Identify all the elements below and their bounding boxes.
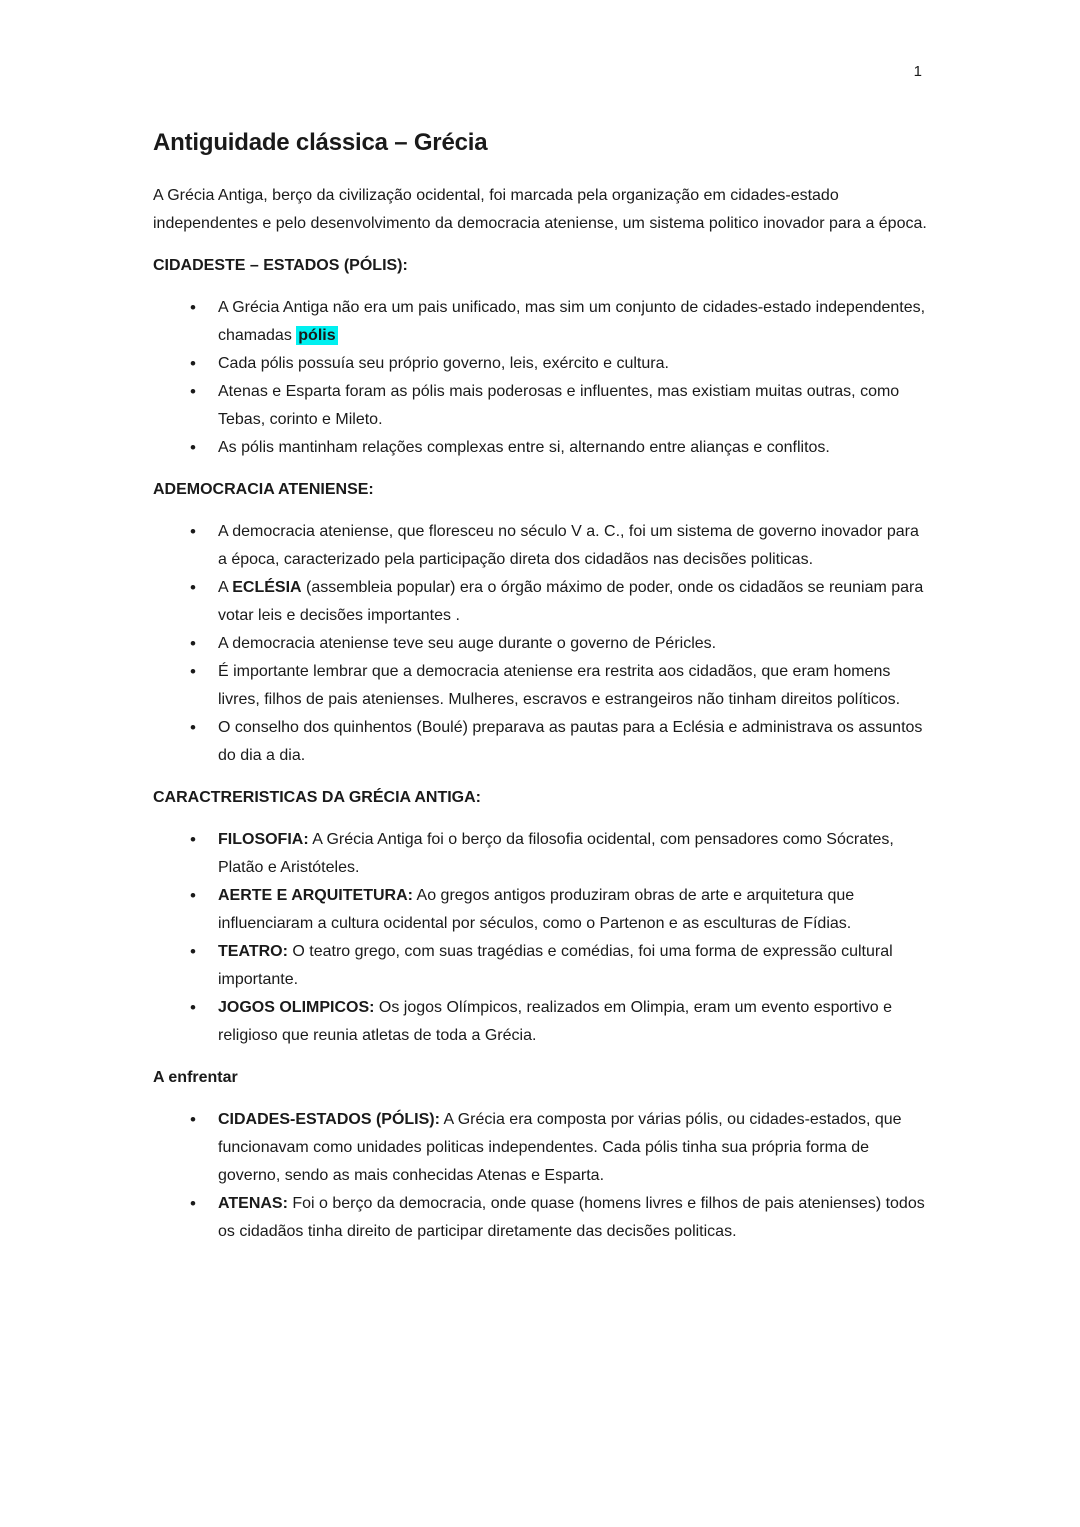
section-heading: ADEMOCRACIA ATENIENSE: (153, 481, 374, 498)
bullet-text-segment: ECLÉSIA (232, 579, 302, 596)
bullet-item (153, 826, 930, 882)
bullet-list (153, 1106, 930, 1246)
page-number: 1 (913, 63, 922, 80)
bullet-text-segment: As pólis mantinham relações complexas entre si, alternando entre alianças e conflitos. (218, 439, 830, 456)
bullet-list (153, 518, 930, 770)
bullet-item (153, 1106, 930, 1190)
bullet-list (153, 826, 930, 1050)
bullet-item (153, 294, 930, 350)
page-title: Antiguidade clássica – Grécia (153, 129, 488, 156)
bullet-text-segment: O conselho dos quinhentos (Boulé) preparava as pautas para a Eclésia e administrava os assuntos do dia a dia. (218, 719, 923, 764)
bullet-text-segment: JOGOS OLIMPICOS: (218, 999, 375, 1016)
bullet-item (153, 434, 930, 462)
bullet-item (153, 518, 930, 574)
intro-paragraph: A Grécia Antiga, berço da civilização ocidental, foi marcada pela organização em cidades-estado independentes e pelo desenvolvimento da democracia ateniense, um sistema politico inovador para a época. (153, 187, 927, 232)
section-heading: A enfrentar (153, 1069, 238, 1086)
bullet-text-segment: Foi o berço da democracia, onde quase (homens livres e filhos de pais atenienses) todos os cidadãos tinha direito de participar diretamente das decisões politicas. (218, 1195, 925, 1240)
bullet-text-segment: Atenas e Esparta foram as pólis mais poderosas e influentes, mas existiam muitas outras, como Tebas, corinto e Mileto. (218, 383, 900, 428)
bullet-text-segment: O teatro grego, com suas tragédias e comédias, foi uma forma de expressão cultural importante. (218, 943, 893, 988)
bullet-item (153, 574, 930, 630)
bullet-text-segment: É importante lembrar que a democracia ateniense era restrita aos cidadãos, que eram homens livres, filhos de pais atenienses. Mulheres, escravos e estrangeiros não tinham direitos políticos. (218, 663, 901, 708)
bullet-text-segment: A democracia ateniense teve seu auge durante o governo de Péricles. (218, 635, 717, 652)
bullet-text-segment: Cada pólis possuía seu próprio governo, leis, exército e cultura. (218, 355, 669, 372)
bullet-text-segment: CIDADES-ESTADOS (PÓLIS): (218, 1111, 440, 1128)
highlighted-text: pólis (298, 327, 336, 344)
bullet-text-segment: A Grécia Antiga não era um pais unificado, mas sim um conjunto de cidades-estado independentes, chamadas (218, 299, 926, 344)
sections-container (153, 252, 930, 1246)
bullet-text-segment: Os jogos Olímpicos, realizados em Olimpia, eram um evento esportivo e religioso que reunia atletas de toda a Grécia. (218, 999, 893, 1044)
bullet-item (153, 938, 930, 994)
bullet-text-segment: Ao gregos antigos produziram obras de arte e arquitetura que influenciaram a cultura ocidental por séculos, como o Partenon e as esculturas de Fídias. (218, 887, 855, 932)
bullet-text-segment: ATENAS: (218, 1195, 288, 1212)
bullet-item (153, 1190, 930, 1246)
bullet-item (153, 378, 930, 434)
bullet-text-segment: TEATRO: (218, 943, 288, 960)
bullet-list (153, 294, 930, 462)
bullet-item (153, 994, 930, 1050)
bullet-item (153, 714, 930, 770)
bullet-text-segment: FILOSOFIA: (218, 831, 309, 848)
bullet-text-segment: AERTE E ARQUITETURA: (218, 887, 413, 904)
bullet-item (153, 630, 930, 658)
bullet-item (153, 658, 930, 714)
bullet-text-segment: A Grécia Antiga foi o berço da filosofia ocidental, com pensadores como Sócrates, Platão e Aristóteles. (218, 831, 894, 876)
bullet-text-segment: A democracia ateniense, que floresceu no século V a. C., foi um sistema de governo inovador para a época, caracterizado pela participação direta dos cidadãos nas decisões politicas. (218, 523, 919, 568)
section-heading: CIDADESTE – ESTADOS (PÓLIS): (153, 257, 408, 274)
bullet-text-segment: A (218, 579, 233, 596)
bullet-text-segment: A Grécia era composta por várias pólis, ou cidades-estados, que funcionavam como unidades politicas independentes. Cada pólis tinha sua própria forma de governo, sendo as mais conhecidas Atenas e Esparta. (218, 1111, 902, 1184)
bullet-item (153, 882, 930, 938)
section-heading: CARACTRERISTICAS DA GRÉCIA ANTIGA: (153, 789, 481, 806)
bullet-text-segment: (assembleia popular) era o órgão máximo de poder, onde os cidadãos se reuniam para votar leis e decisões importantes . (218, 579, 924, 624)
bullet-item (153, 350, 930, 378)
